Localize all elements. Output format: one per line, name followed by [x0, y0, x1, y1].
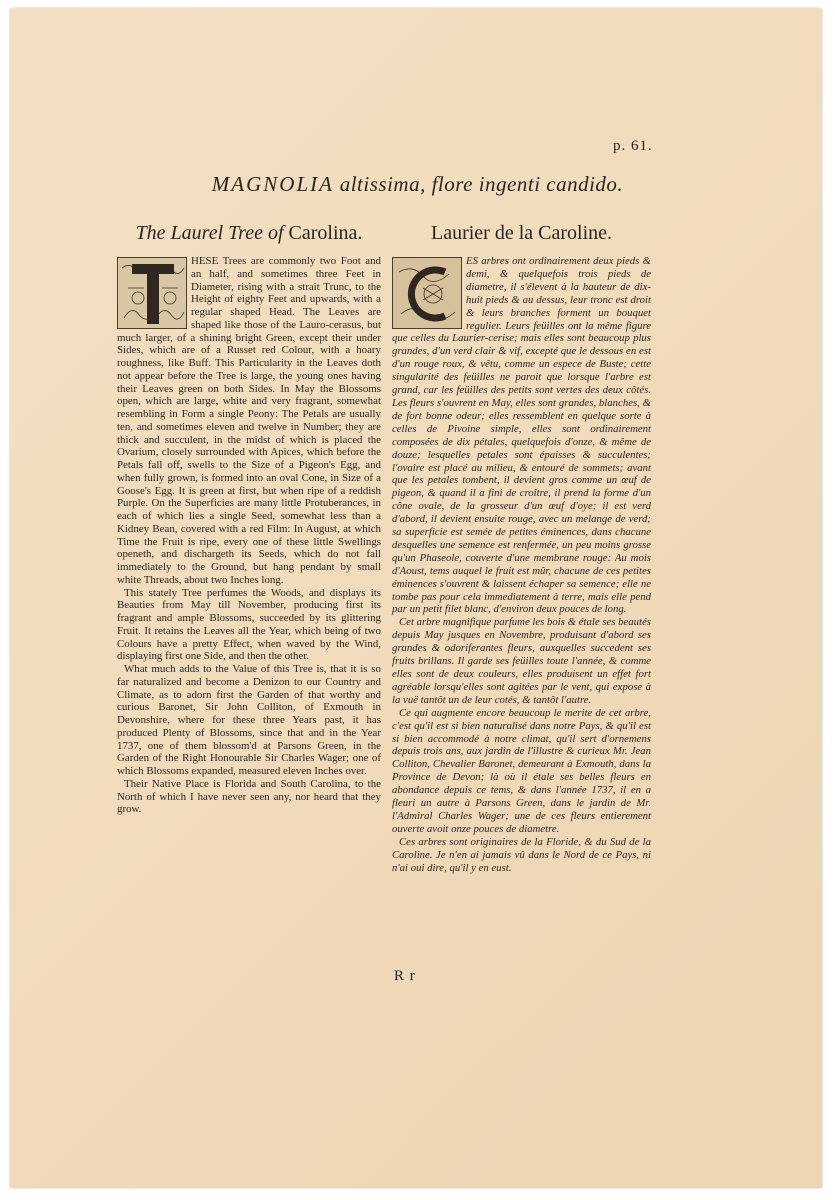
plate-title — [0, 172, 835, 197]
title-genus: MAGNOLIA — [211, 172, 334, 196]
english-heading — [117, 222, 381, 245]
english-heading-pre: The Laurel Tree — [135, 222, 263, 244]
french-paragraph: Ces arbres sont originaires de la Floride, & du Sud de la Caroline. Je n'en ai jamais vû dans le Nord de ce Pays, ni n'ai oui dire, qu'il y en eust. — [392, 835, 651, 874]
french-paragraph: ES arbres ont ordinairement deux pieds & demi, & quelquefois trois pieds de diametre, il s'élevent à la hauteur de dix-huit pieds & au dessus, leur tronc est droit & leurs branches forment un bouquet regulier. Leurs feüilles ont la même figure que celles du Laurier-cerise; mais elles sont beaucoup plus grandes, d'un verd clair & vif, excepté que le dessous en est d'un rouge roux, & vêtu, comme un espece de Buste; cette singularité des feüilles ne paroit que lorsque l'arbre est grand, car les feüilles des petits sont vertes des deux côtés. Les fleurs s'ouvrent en May, elles sont grandes, blanches, & de fort bonne odeur; elles ressemblent en quelque sorte à celles de Pivoine simple, elles sont ordinairement composées de dix pétales, quelquefois d'onze, & même de douze; lesquelles petales sont épaisses & succulentes; l'ovaire est placé au milieu, & entouré de sommets; avant que les petales tombent, il devient gros comme un œuf de pigeon, & quand il a fini de croître, il prend la forme d'un cône ovale, de la grosseur d'un œuf d'oye; il est verd d'abord, il devient ensuite rouge, avec un melange de verd; sa superficie est semée de petites éminences, dans chacune desquelles une semence est renfermée, un peu moins grosse qu'un Phaseole, couverte d'une membrane rouge: Au mois d'Aoust, tems auquel le fruit est mûr, chacune de ces petites éminences s'ouvrent & laissent échaper sa semence; elle ne tombe pas pour cela immediatement à terre, mais elle pend par un petit filet blanc, d'environ deux pouces de long. — [392, 255, 651, 616]
decorative-initial-c — [392, 257, 462, 329]
page-number: p. 61. — [613, 138, 653, 154]
french-paragraph: Ce qui augmente encore beaucoup le merite de cet arbre, c'est qu'il est si bien naturalisé dans notre Pays, & qu'il est si bien accommodé à notre climat, qu'il sert d'ornemens depuis trois ans, aux jardin de l'illustre & curieux Mr. Jean Colliton, Chevalier Baronet, demeurant à Exmouth, dans la Province de Devon; là où il étale ses belles fleurs en abondance depuis ce tems, & dans l'année 1737, il en a fleuri un autre à Parsons Green, dans le jardin de Mr. l'Admiral Charles Wager; une de ces fleurs entierement ouverte avoit onze pouces de diametre. — [392, 706, 651, 835]
french-column — [392, 222, 651, 875]
title-epithet: altissima, flore ingenti candido. — [339, 172, 624, 196]
english-heading-of: of — [267, 222, 284, 244]
english-paragraph: What much adds to the Value of this Tree is, that it is so far naturalized and become a Denizon to our Country and Climate, as to adorn first the Garden of that worthy and curious Baronet, Sir John Colliton, of Exmouth in Devonshire, where for these three Years past, it has produced Plenty of Blossoms, since that and in the Year 1737, one of them blossom'd at Parsons Green, in the Garden of the Right Honourable Sir Charles Wager; one of which Blossoms expanded, measured eleven Inches over. — [117, 663, 381, 777]
decorative-initial-t — [117, 257, 187, 329]
english-column — [117, 222, 381, 816]
english-heading-place: Carolina. — [288, 222, 363, 244]
french-heading: Laurier de la Caroline. — [430, 222, 613, 244]
french-paragraph: Cet arbre magnifique parfume les bois & étale ses beautés depuis May jusques en Novembre, produisant d'abord ses grandes & odoriferantes fleurs, auxquelles succedent ses fruits brillans. Il garde ses feüilles toute l'année, & comme elles sont de deux couleurs, elles produisent un effet fort agréable lorsqu'elles sont agitées par le vent, qui expose à la vuë tantôt un de leur cotés, & tantôt l'autre. — [392, 616, 651, 706]
decorative-initial-t-art — [118, 258, 187, 329]
english-paragraph: HESE Trees are commonly two Foot and an half, and sometimes three Feet in Diameter, rising with a strait Trunc, to the Height of eighty Feet and upwards, with a regular shaped Head. The Leaves are shaped like those of the Lauro-cerasus, but much larger, of a shining bright Green, except their under Sides, which are of a Russet red Colour, with a hoary roughness, like Buff. This Particularity in the Leaves doth not appear before the Tree is large, the young ones having their Leaves green on both Sides. In May the Blossoms open, which are large, white and very fragrant, somewhat resembling in Form a single Peony: The Petals are usually ten, and sometimes eleven and twelve in Number; they are thick and succulent, in the midst of which is placed the Ovarium, closely surrounded with Apices, which before the Petals fall off, swells to the Size of a Pigeon's Egg, and when fully grown, is formed into an oval Cone, in Size of a Goose's Egg. It is green at first, but when ripe of a reddish Purple. On the Superficies are many little Protuberances, in each of which lies a single Seed, somewhat less than a Kidney Bean, covered with a red Film: In August, at which Time the Fruit is ripe, every one of these little Swellings openeth, and dischargeth its Seeds, which do not fall immediately to the Ground, but hang pendant by small white Threads, about two Inches long. — [117, 255, 381, 586]
english-paragraph: Their Native Place is Florida and South Carolina, to the North of which I have never seen any, nor heard that they grow. — [117, 777, 381, 816]
printer-signature: R r — [394, 968, 416, 984]
english-paragraph: This stately Tree perfumes the Woods, and displays its Beauties from May till November, producing first its fragrant and ample Blossoms, succeeded by its glittering Fruit. It retains the Leaves all the Year, which being of two Colours have a pretty Effect, when waved by the Wind, displaying first one Side, and then the other. — [117, 586, 381, 663]
decorative-initial-c-art — [393, 258, 462, 329]
french-body — [392, 255, 651, 875]
english-body — [117, 255, 381, 816]
